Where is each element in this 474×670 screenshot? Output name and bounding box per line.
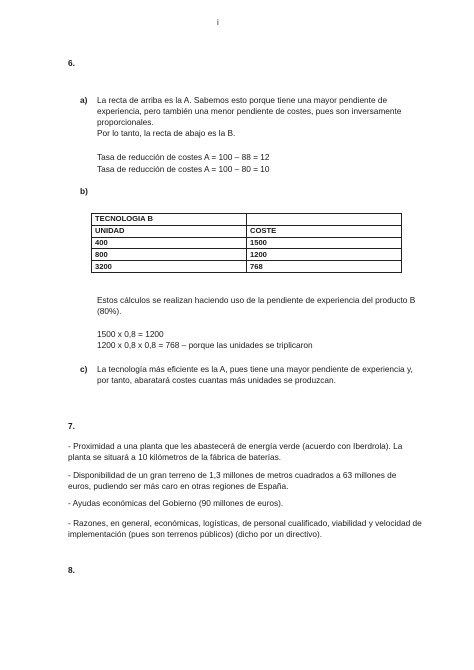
part-c-line: La tecnología más eficiente es la A, pues tiene una mayor pendiente de experiencia y,: [97, 364, 413, 374]
page-number: i: [217, 18, 219, 27]
table-header-coste: COSTE: [247, 225, 402, 237]
question-8-number: 8.: [68, 565, 75, 575]
calculation-line: 1200 x 0,8 x 0,8 = 768 – porque las unidades se triplicaron: [97, 340, 313, 350]
table-cell: 400: [92, 237, 247, 249]
table-title: TECNOLOGIA B: [92, 214, 247, 226]
table-cell: 1500: [247, 237, 402, 249]
cost-reduction-rate: Tasa de reducción de costes A = 100 – 80 = 10: [97, 164, 270, 174]
table-cell: 1200: [247, 249, 402, 261]
list-item: planta se situará a 10 kilómetros de la fábrica de baterías.: [68, 452, 282, 462]
part-a-label: a): [80, 95, 88, 105]
part-c-label: c): [80, 364, 88, 374]
cost-reduction-rate: Tasa de reducción de costes A = 100 – 88 = 12: [97, 152, 270, 162]
table-empty-cell: [247, 214, 402, 226]
part-b-explanation: (80%).: [97, 306, 122, 316]
table-cell: 3200: [92, 261, 247, 273]
part-a-line: Por lo tanto, la recta de abajo es la B.: [97, 128, 236, 138]
part-c-line: por tanto, abaratará costes cuantas más unidades se produzcan.: [97, 375, 336, 385]
technology-b-table: [91, 213, 402, 273]
part-a-line: experiencia, pero también una menor pendiente de costes, pues son inversamente: [97, 106, 402, 116]
table-title-row: [92, 214, 402, 226]
part-b-label: b): [80, 186, 88, 196]
table-row: [92, 237, 402, 249]
list-item: - Ayudas económicas del Gobierno (90 millones de euros).: [68, 498, 284, 508]
calculation-line: 1500 x 0,8 = 1200: [97, 329, 164, 339]
question-6-number: 6.: [68, 58, 75, 68]
list-item: euros, pudiendo ser más caro en otras regiones de España.: [68, 481, 289, 491]
table-cell: 800: [92, 249, 247, 261]
list-item: - Razones, en general, económicas, logísticas, de personal cualificado, viabilidad y velocidad de: [68, 518, 422, 528]
table-row: [92, 249, 402, 261]
list-item: - Proximidad a una planta que les abastecerá de energía verde (acuerdo con Iberdrola). La: [68, 441, 403, 451]
part-a-line: proporcionales.: [97, 117, 154, 127]
table-header-unidad: UNIDAD: [92, 225, 247, 237]
part-b-explanation: Estos cálculos se realizan haciendo uso de la pendiente de experiencia del producto B: [97, 295, 416, 305]
question-7-number: 7.: [68, 421, 75, 431]
table-row: [92, 261, 402, 273]
table-header-row: [92, 225, 402, 237]
part-a-line: La recta de arriba es la A. Sabemos esto porque tiene una mayor pendiente de: [97, 95, 388, 105]
list-item: - Disponibilidad de un gran terreno de 1,3 millones de metros cuadrados a 63 millones de: [68, 470, 397, 480]
table-cell: 768: [247, 261, 402, 273]
list-item: implementación (pues son terrenos públicos) (dicho por un directivo).: [68, 529, 323, 539]
